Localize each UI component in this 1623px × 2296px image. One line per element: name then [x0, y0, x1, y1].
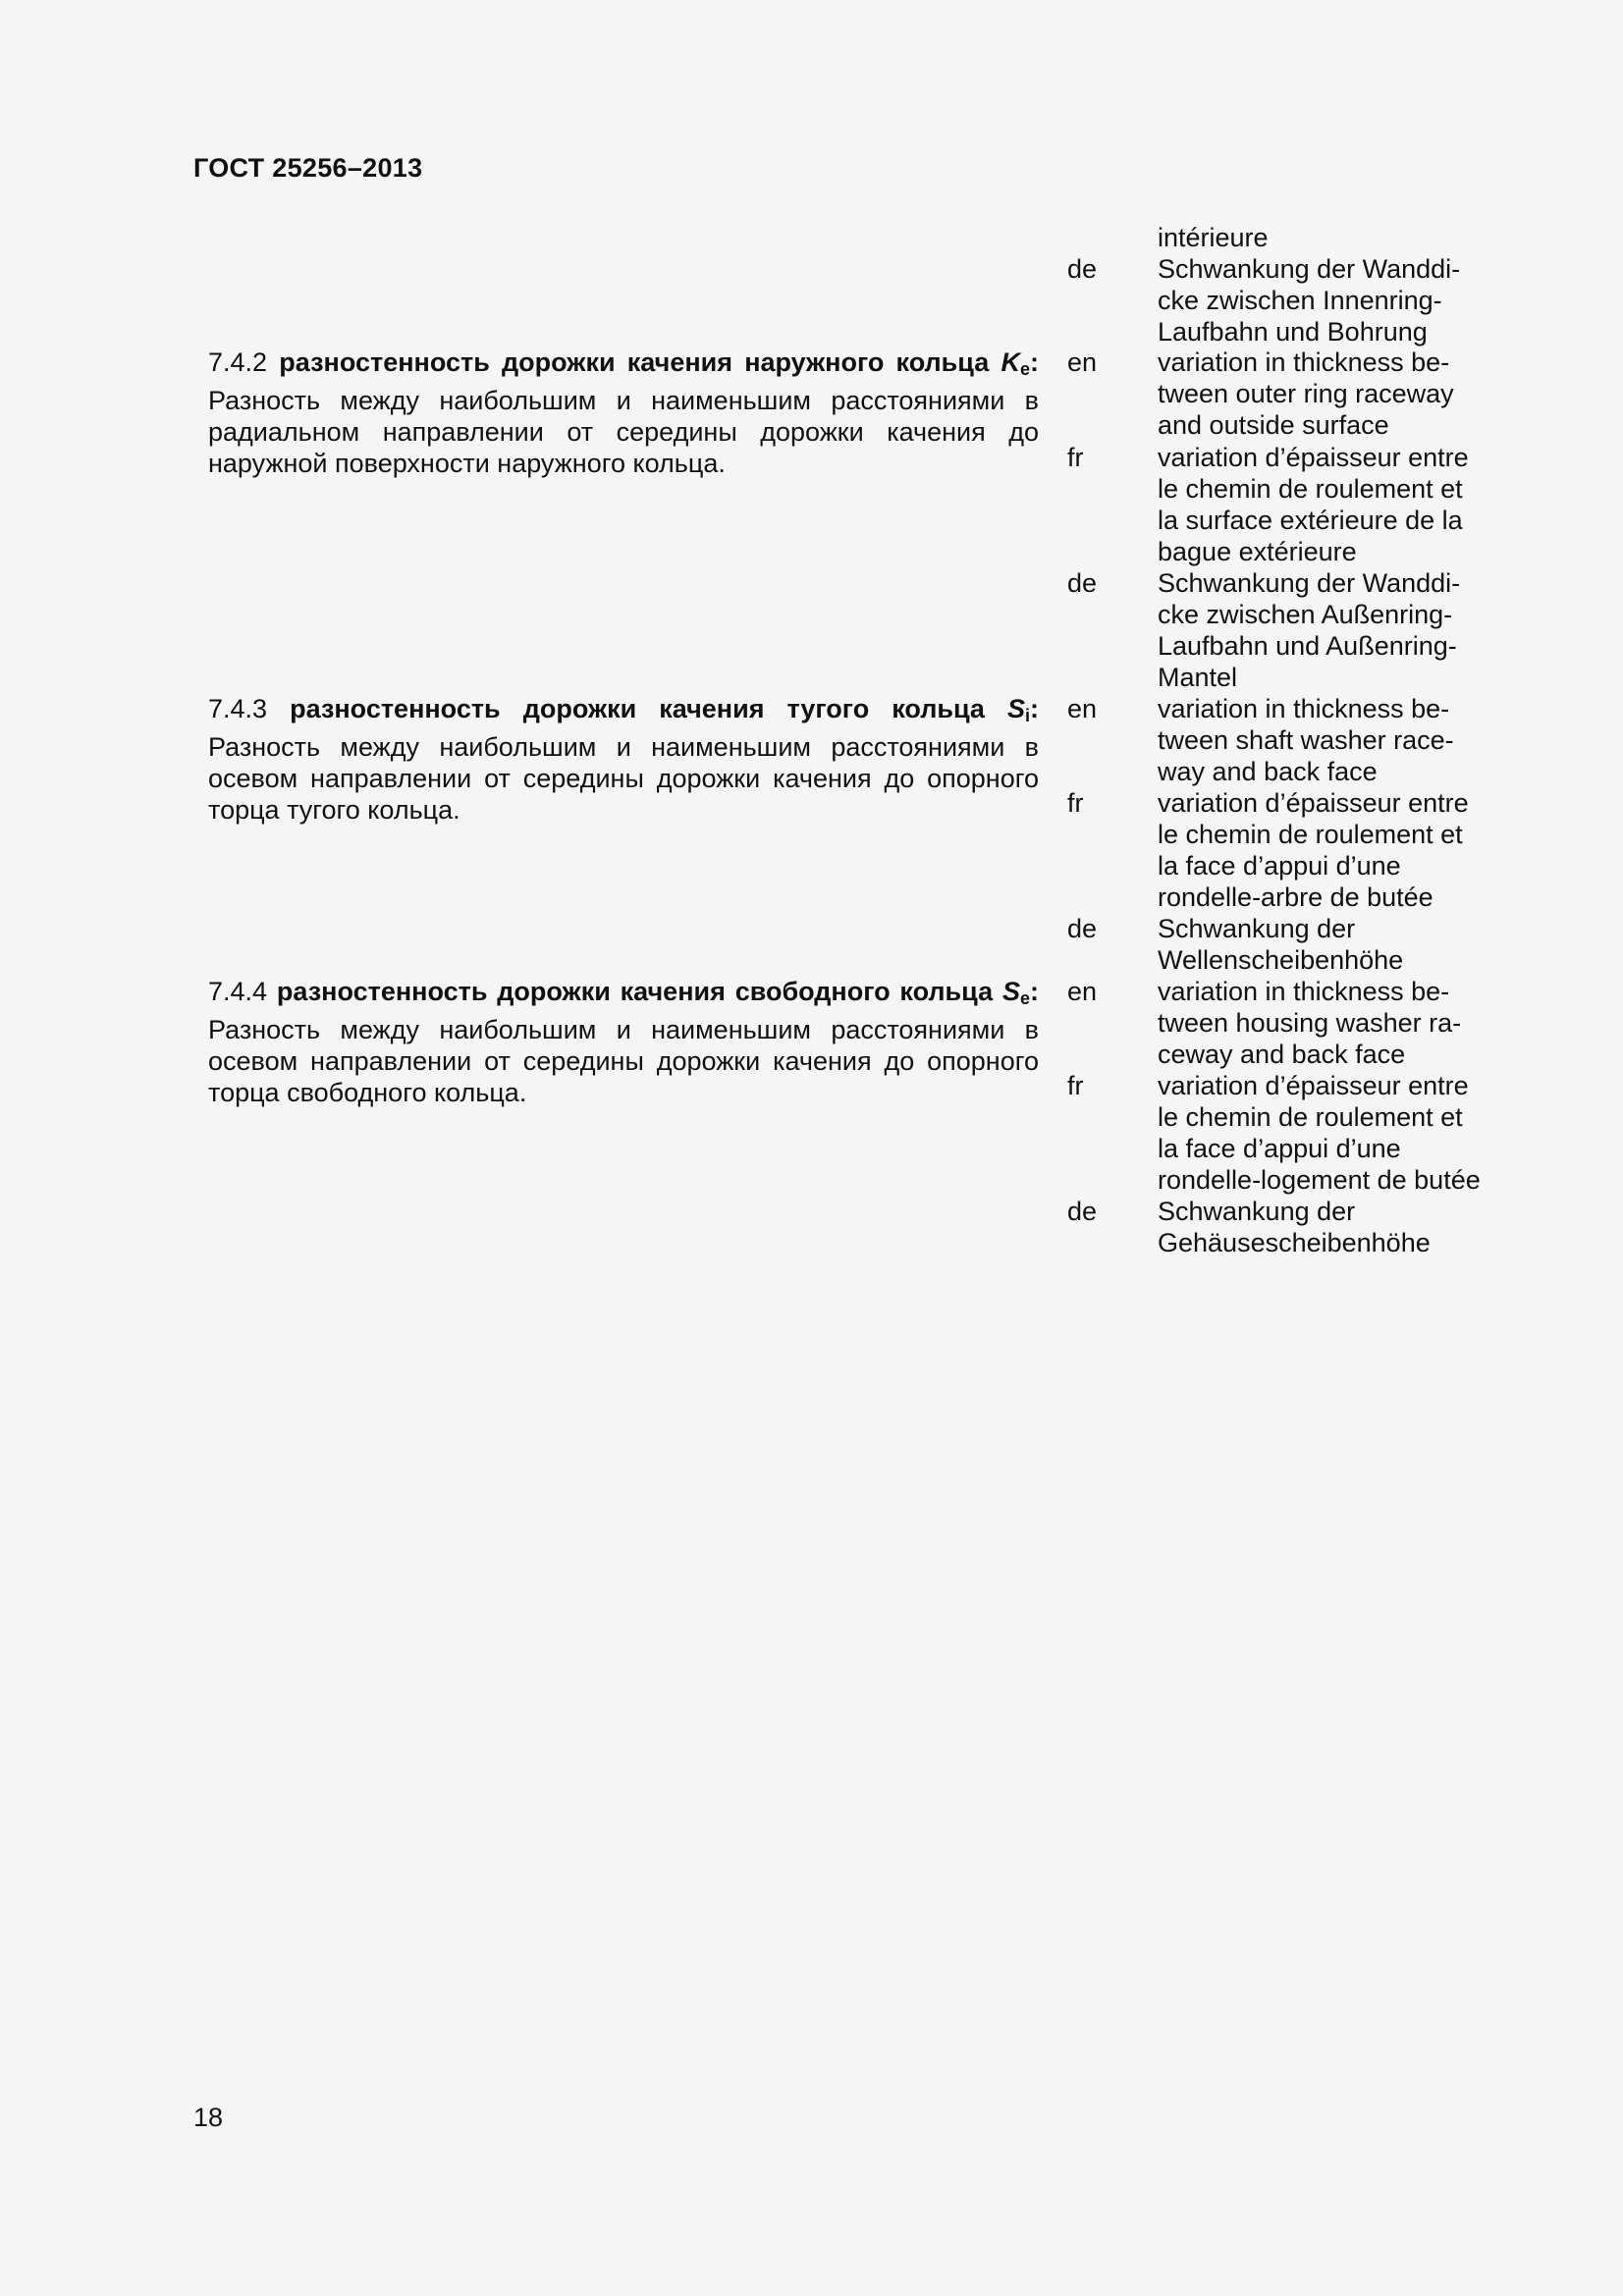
- translation-line: Schwankung der Wanddi-: [1158, 568, 1461, 598]
- translation-line: variation d’épaisseur entre: [1158, 1071, 1469, 1100]
- translation-line: la face d’appui d’une: [1158, 851, 1401, 881]
- language-code-de: de: [1067, 1197, 1098, 1226]
- translation-line: tween shaft washer race-: [1158, 725, 1454, 755]
- translation-text: [1158, 913, 1531, 976]
- translation-line: variation in thickness be-: [1158, 977, 1450, 1006]
- language-code-fr: fr: [1067, 1071, 1084, 1100]
- translation-line: cke zwischen Innenring-: [1158, 286, 1442, 315]
- translation-line: rondelle-logement de butée: [1158, 1165, 1481, 1195]
- translation-line: Schwankung der Wanddi-: [1158, 254, 1461, 284]
- translation-line: le chemin de roulement et: [1158, 1102, 1463, 1132]
- term-colon: :: [1029, 977, 1039, 1006]
- term-definition: Разность между наибольшим и наименьшим расстояниями в осевом направлении от середины дорожки качения до опорного торца тугого кольца.: [208, 732, 1039, 825]
- translation-line: tween outer ring raceway: [1158, 379, 1454, 408]
- term-symbol: S: [1001, 977, 1020, 1006]
- language-code-de: de: [1067, 568, 1098, 598]
- translation-line: Laufbahn und Bohrung: [1158, 317, 1428, 347]
- term-number: 7.4.2: [208, 347, 268, 377]
- term-symbol: S: [1006, 694, 1025, 723]
- translation-line: Gehäusescheibenhöhe: [1158, 1228, 1431, 1257]
- term-definition: Разность между наибольшим и наименьшим расстояниями в осевом направлении от середины дорожки качения до опорного торца свободного кольца.: [208, 1015, 1039, 1107]
- translation-line: Wellenscheibenhöhe: [1158, 945, 1404, 975]
- translation-line: variation d’épaisseur entre: [1158, 788, 1469, 818]
- document-header: ГОСТ 25256–2013: [193, 153, 423, 183]
- translation-line: la surface extérieure de la: [1158, 506, 1463, 535]
- translation-line: rondelle-arbre de butée: [1158, 882, 1434, 912]
- term-label: разностенность дорожки качения свободного кольца: [276, 977, 994, 1006]
- language-code-de: de: [1067, 254, 1098, 284]
- language-code-de: de: [1067, 914, 1098, 943]
- translation-text: [1158, 253, 1531, 347]
- term-7-4-4: [208, 976, 1039, 1108]
- translation-text: [1158, 1070, 1531, 1196]
- translation-line: variation in thickness be-: [1158, 347, 1450, 377]
- translation-line: variation in thickness be-: [1158, 694, 1450, 723]
- translation-line: le chemin de roulement et: [1158, 474, 1463, 504]
- term-7-4-3: [208, 693, 1039, 826]
- translation-text: [1158, 347, 1531, 441]
- page-number: 18: [193, 2103, 224, 2132]
- term-symbol-subscript: e: [1019, 359, 1030, 379]
- term-label: разностенность дорожки качения наружного кольца: [279, 347, 990, 377]
- term-colon: :: [1029, 347, 1039, 377]
- translation-line: Schwankung der: [1158, 914, 1356, 943]
- term-symbol: K: [1001, 347, 1020, 377]
- translation-line: variation d’épaisseur entre: [1158, 443, 1469, 472]
- translation-line: tween housing washer ra-: [1158, 1008, 1462, 1038]
- term-symbol-subscript: e: [1019, 988, 1030, 1008]
- language-code-en: en: [1067, 694, 1098, 723]
- language-code-en: en: [1067, 977, 1098, 1006]
- term-7-4-2: [208, 347, 1039, 479]
- translation-line: la face d’appui d’une: [1158, 1134, 1401, 1163]
- translation-line: bague extérieure: [1158, 537, 1357, 566]
- translation-line: way and back face: [1158, 757, 1378, 786]
- term-label: разностенность дорожки качения тугого кольца: [290, 694, 985, 723]
- translation-text: [1158, 1196, 1531, 1258]
- translation-text: [1158, 693, 1531, 787]
- translation-line: and outside surface: [1158, 410, 1389, 440]
- translation-line: cke zwischen Außenring-: [1158, 600, 1453, 629]
- term-symbol-subscript: i: [1024, 706, 1030, 725]
- translation-line: intérieure: [1158, 223, 1269, 252]
- translation-line: Schwankung der: [1158, 1197, 1356, 1226]
- translation-line: ceway and back face: [1158, 1040, 1406, 1069]
- translation-text: [1158, 976, 1531, 1070]
- translation-text: [1158, 222, 1531, 253]
- term-colon: :: [1029, 694, 1039, 723]
- translation-line: Mantel: [1158, 663, 1238, 692]
- translation-line: Laufbahn und Außenring-: [1158, 631, 1457, 661]
- language-code-fr: fr: [1067, 443, 1084, 472]
- translation-text: [1158, 442, 1531, 567]
- term-number: 7.4.3: [208, 694, 268, 723]
- term-definition: Разность между наибольшим и наименьшим расстояниями в радиальном направлении от середины дорожки качения до наружной поверхности наружного кольца.: [208, 386, 1039, 478]
- translation-text: [1158, 787, 1531, 913]
- language-code-en: en: [1067, 347, 1098, 377]
- language-code-fr: fr: [1067, 788, 1084, 818]
- translation-text: [1158, 567, 1531, 693]
- translation-line: le chemin de roulement et: [1158, 820, 1463, 849]
- term-number: 7.4.4: [208, 977, 268, 1006]
